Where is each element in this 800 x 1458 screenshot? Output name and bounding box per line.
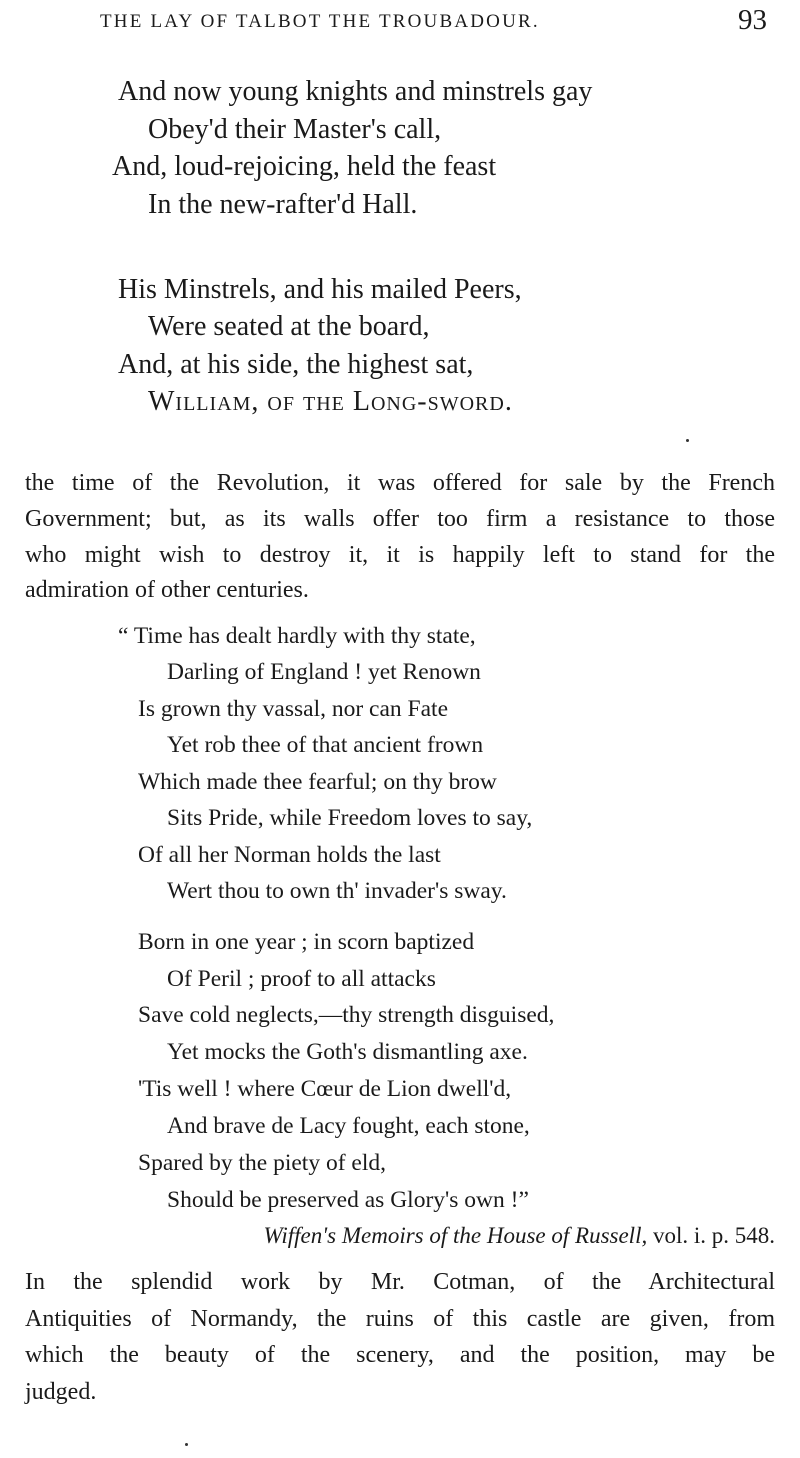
- prose-line: which the beauty of the scenery, and the position, may be: [25, 1342, 775, 1368]
- prose-line: judged.: [25, 1379, 97, 1405]
- quote-line: Born in one year ; in scorn baptized: [138, 929, 475, 955]
- quote-line: Should be preserved as Glory's own !”: [167, 1187, 529, 1213]
- quote-line: Wert thou to own th' invader's sway.: [167, 878, 507, 904]
- quote-line: “ Time has dealt hardly with thy state,: [118, 623, 476, 649]
- poem-line: His Minstrels, and his mailed Peers,: [118, 274, 522, 305]
- poem-line: And now young knights and minstrels gay: [118, 76, 593, 107]
- citation: [263, 1218, 775, 1254]
- quote-line: Which made thee fearful; on thy brow: [138, 769, 497, 795]
- citation-work: Wiffen's Memoirs of the House of Russell,: [263, 1223, 648, 1248]
- running-title: THE LAY OF TALBOT THE TROUBADOUR.: [100, 11, 540, 32]
- quote-line: And brave de Lacy fought, each stone,: [167, 1113, 530, 1139]
- poem-line: And, loud-rejoicing, held the feast: [112, 151, 497, 182]
- quote-line: Spared by the piety of eld,: [138, 1150, 386, 1176]
- prose-line: who might wish to destroy it, it is happily left to stand for the: [25, 542, 775, 568]
- quote-line: Yet rob thee of that ancient frown: [167, 732, 484, 758]
- quote-line: Yet mocks the Goth's dismantling axe.: [167, 1039, 528, 1065]
- quote-line: Darling of England ! yet Renown: [167, 659, 481, 685]
- prose-line: In the splendid work by Mr. Cotman, of the Architectural: [25, 1269, 775, 1295]
- poem-line: And, at his side, the highest sat,: [118, 349, 474, 380]
- prose-line: the time of the Revolution, it was offered for sale by the French: [25, 470, 775, 496]
- quote-line: Of Peril ; proof to all attacks: [167, 966, 436, 992]
- page-number: 93: [738, 4, 767, 36]
- print-speck: [185, 1443, 188, 1446]
- quote-line: Is grown thy vassal, nor can Fate: [138, 696, 448, 722]
- prose-line: admiration of other centuries.: [25, 577, 309, 603]
- quote-line: 'Tis well ! where Cœur de Lion dwell'd,: [138, 1076, 512, 1102]
- prose-line: Antiquities of Normandy, the ruins of this castle are given, from: [25, 1306, 775, 1332]
- poem-line: Were seated at the board,: [148, 311, 430, 342]
- poem-line: William, of the Long-sword.: [148, 386, 513, 417]
- poem-line: In the new-rafter'd Hall.: [148, 189, 418, 220]
- print-speck: [686, 439, 689, 442]
- prose-line: Government; but, as its walls offer too firm a resistance to those: [25, 506, 775, 532]
- quote-line: Save cold neglects,—thy strength disguised,: [138, 1002, 555, 1028]
- poem-line: Obey'd their Master's call,: [148, 114, 442, 145]
- quote-line: Of all her Norman holds the last: [138, 842, 441, 868]
- quote-line: Sits Pride, while Freedom loves to say,: [167, 805, 533, 831]
- citation-ref: vol. i. p. 548.: [647, 1223, 775, 1248]
